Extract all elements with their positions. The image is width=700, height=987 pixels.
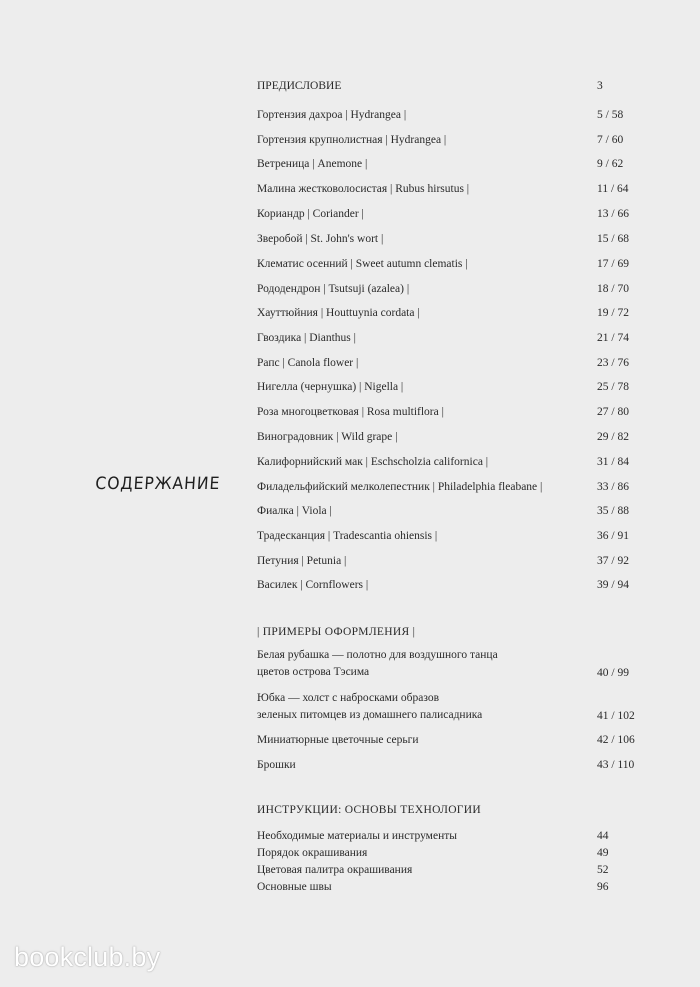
toc-entry-page: 43 / 110 bbox=[597, 759, 635, 771]
toc-entry-page: 35 / 88 bbox=[597, 505, 629, 517]
toc-entry-page: 23 / 76 bbox=[597, 357, 629, 369]
toc-entry-page: 96 bbox=[597, 881, 609, 893]
toc-entry-label: Петуния | Petunia | bbox=[257, 555, 347, 567]
toc-entry-page: 42 / 106 bbox=[597, 734, 635, 746]
toc-entry-page: 17 / 69 bbox=[597, 258, 629, 270]
toc-entry-page: 21 / 74 bbox=[597, 332, 629, 344]
toc-entry-page: 36 / 91 bbox=[597, 530, 629, 542]
toc-entry-label: Малина жестковолосистая | Rubus hirsutus | bbox=[257, 183, 470, 195]
toc-entry-page: 31 / 84 bbox=[597, 456, 629, 468]
toc-entry-page: 41 / 102 bbox=[597, 710, 635, 722]
watermark: bookclub.by bbox=[14, 942, 161, 972]
toc-entry-label: Порядок окрашивания bbox=[257, 847, 368, 859]
toc-entry-page: 11 / 64 bbox=[597, 183, 629, 195]
toc-entry-page: 3 bbox=[597, 80, 603, 92]
toc-entry-label: Традесканция | Tradescantia ohiensis | bbox=[257, 530, 438, 542]
toc-entry-label: Цветовая палитра окрашивания bbox=[257, 864, 413, 876]
toc-entry-page: 27 / 80 bbox=[597, 406, 629, 418]
toc-entry-line: Белая рубашка — полотно для воздушного танца bbox=[257, 649, 498, 661]
toc-entry-label: Роза многоцветковая | Rosa multiflora | bbox=[257, 406, 444, 418]
toc-entry-label: Филадельфийский мелколепестник | Philadelphia fleabane | bbox=[257, 481, 543, 493]
toc-entry-page: 40 / 99 bbox=[597, 667, 629, 679]
toc-entry-label: Кориандр | Coriander | bbox=[257, 208, 364, 220]
toc-entry-page: 33 / 86 bbox=[597, 481, 629, 493]
toc-entry-label: Брошки bbox=[257, 759, 296, 771]
toc-entry-line: Юбка — холст с набросками образов bbox=[257, 692, 440, 704]
toc-entry-label: Гортензия крупнолистная | Hydrangea | bbox=[257, 134, 447, 146]
toc-entry-page: 15 / 68 bbox=[597, 233, 629, 245]
toc-entry-label: Рододендрон | Tsutsuji (azalea) | bbox=[257, 283, 410, 295]
toc-entry-label: Виноградовник | Wild grape | bbox=[257, 431, 398, 443]
toc-entry-page: 7 / 60 bbox=[597, 134, 624, 146]
toc-entry-label: Ветреница | Anemone | bbox=[257, 158, 368, 170]
toc-entry-page: 49 bbox=[597, 847, 609, 859]
toc-entry-page: 44 bbox=[597, 830, 609, 842]
toc-entry-page: 29 / 82 bbox=[597, 431, 629, 443]
section-heading-examples: | ПРИМЕРЫ ОФОРМЛЕНИЯ | bbox=[257, 626, 416, 638]
toc-entry-line: зеленых питомцев из домашнего палисадника bbox=[257, 709, 483, 721]
toc-entry-line: цветов острова Тэсима bbox=[257, 666, 370, 678]
toc-entry-label: Миниатюрные цветочные серьги bbox=[257, 734, 419, 746]
section-heading-instructions: ИНСТРУКЦИИ: ОСНОВЫ ТЕХНОЛОГИИ bbox=[257, 804, 481, 816]
toc-entry-label: Зверобой | St. John's wort | bbox=[257, 233, 384, 245]
toc-entry-label: Василек | Cornflowers | bbox=[257, 579, 369, 591]
toc-entry-page: 9 / 62 bbox=[597, 158, 624, 170]
toc-entry-label: Гортензия дахроа | Hydrangea | bbox=[257, 109, 407, 121]
toc-entry-label bbox=[257, 647, 498, 681]
page-title: СОДЕРЖАНИЕ bbox=[94, 474, 221, 494]
toc-entry-page: 37 / 92 bbox=[597, 555, 629, 567]
toc-entry-label: Гвоздика | Dianthus | bbox=[257, 332, 356, 344]
toc-entry-label: Фиалка | Viola | bbox=[257, 505, 332, 517]
toc-entry-page: 5 / 58 bbox=[597, 109, 624, 121]
toc-entry-page: 25 / 78 bbox=[597, 381, 629, 393]
toc-entry-page: 52 bbox=[597, 864, 609, 876]
toc-entry-label: Рапс | Canola flower | bbox=[257, 357, 359, 369]
toc-entry-label: Основные швы bbox=[257, 881, 332, 893]
toc-entry-label: ПРЕДИСЛОВИЕ bbox=[257, 80, 342, 92]
toc-entry-label: Хауттюйния | Houttuynia cordata | bbox=[257, 307, 420, 319]
toc-entry-page: 19 / 72 bbox=[597, 307, 629, 319]
toc-entry-label: Клематис осенний | Sweet autumn clematis | bbox=[257, 258, 468, 270]
toc-entry-page: 18 / 70 bbox=[597, 283, 629, 295]
toc-entry-label bbox=[257, 690, 482, 724]
toc-entry-page: 39 / 94 bbox=[597, 579, 629, 591]
toc-entry-label: Калифорнийский мак | Eschscholzia californica | bbox=[257, 456, 489, 468]
toc-entry-label: Нигелла (чернушка) | Nigella | bbox=[257, 381, 404, 393]
toc-entry-label: Необходимые материалы и инструменты bbox=[257, 830, 457, 842]
toc-entry-page: 13 / 66 bbox=[597, 208, 629, 220]
